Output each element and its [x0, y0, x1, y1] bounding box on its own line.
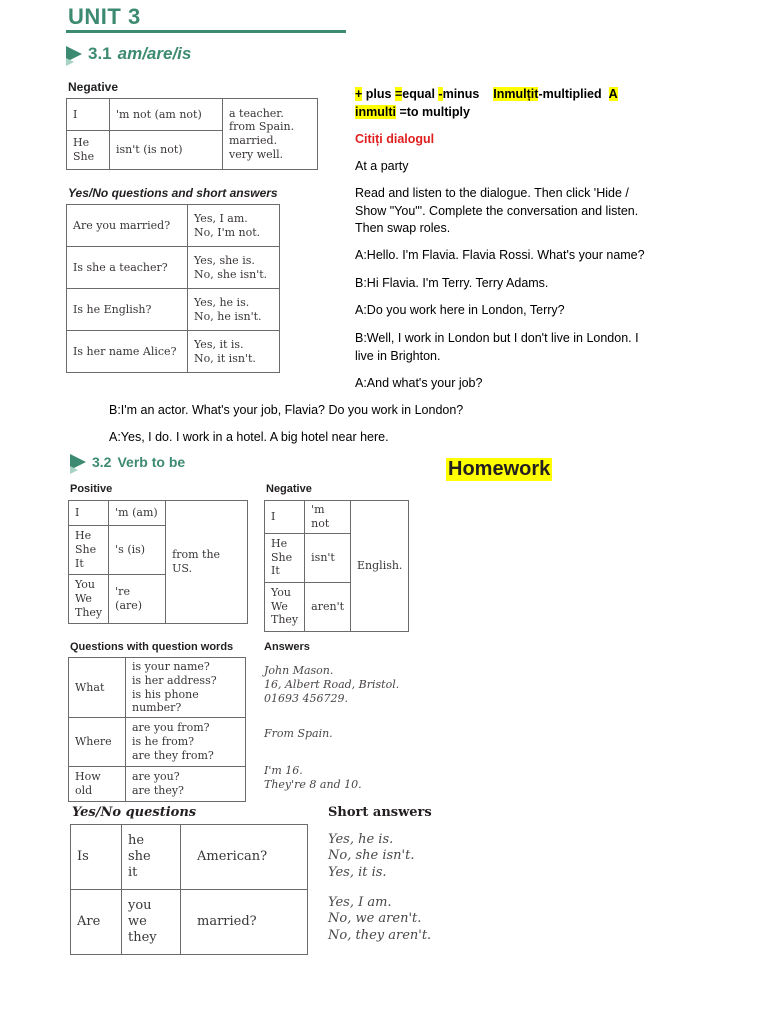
table-cell-verb: 're (are)	[109, 575, 166, 624]
table-cell-subject: He She It	[265, 533, 305, 582]
positive-label: Positive	[70, 483, 113, 495]
homework-heading: Homework	[448, 458, 551, 480]
dialogue-line: B:Hi Flavia. I'm Terry. Terry Adams.	[355, 276, 549, 290]
section-3-2-heading	[70, 454, 185, 470]
section-3-1-heading	[66, 44, 191, 64]
table-cell-verb: 'm (am)	[109, 501, 166, 526]
answer-cell: Yes, she is. No, she isn't.	[188, 247, 280, 289]
short-answer-block: Yes, I am. No, we aren't. No, they aren't.	[328, 895, 432, 943]
question-cell: Is he English?	[67, 289, 188, 331]
table-row	[67, 331, 280, 373]
question-cell: Are you married?	[67, 205, 188, 247]
answer-block: From Spain.	[264, 727, 333, 740]
dialogue-line: A:Do you work here in London, Terry?	[355, 303, 565, 317]
short-answers-label: Short answers	[328, 805, 432, 820]
table-row	[71, 890, 308, 955]
complement-cell: married?	[181, 890, 308, 955]
table-cell-verb: aren't	[305, 582, 351, 631]
answers-label: Answers	[264, 641, 310, 653]
question-cell: are you from? is he from? are they from?	[126, 718, 246, 767]
table-cell-subject: He She It	[69, 526, 109, 575]
unit-title: UNIT 3	[68, 4, 141, 29]
unit-title-rule	[66, 30, 346, 33]
table-cell-subject: I	[67, 99, 110, 131]
answer-block: John Mason. 16, Albert Road, Bristol. 01693 456729.	[264, 664, 400, 705]
table-row	[69, 718, 246, 767]
math-vocabulary-note: + plus =equal -minus Inmulțit-multiplied A inmulti =to multiply	[355, 87, 618, 119]
verb-to-be-positive-table	[68, 500, 248, 624]
answer-cell: Yes, he is. No, he isn't.	[188, 289, 280, 331]
dialogue-line: A:Yes, I do. I work in a hotel. A big hotel near here.	[109, 430, 389, 444]
complement-cell: American?	[181, 825, 308, 890]
question-word-cell: Where	[69, 718, 126, 767]
table-row	[69, 658, 246, 718]
negative-label: Negative	[68, 80, 119, 94]
table-cell-verb: 'm not (am not)	[110, 99, 223, 131]
instructions: Read and listen to the dialogue. Then click 'Hide / Show "You"'. Complete the conversation and listen. Then swap roles.	[355, 186, 639, 235]
table-cell-complements: a teacher. from Spain. married. very well.	[223, 99, 318, 170]
dialogue-line: B:Well, I work in London but I don't live in London. I live in Brighton.	[355, 331, 639, 363]
table-cell-verb: 's (is)	[109, 526, 166, 575]
question-word-cell: What	[69, 658, 126, 718]
yes-no-short-answers-label: Yes/No questions and short answers	[68, 186, 278, 200]
question-cell: are you? are they?	[126, 767, 246, 802]
section-number: 3.1	[88, 44, 112, 63]
section-arrow-icon	[66, 46, 82, 62]
table-cell-subject: You We They	[265, 582, 305, 631]
table-cell-complement: from the US.	[166, 501, 248, 624]
table-row	[67, 247, 280, 289]
question-words-table	[68, 657, 246, 802]
table-cell-complement: English.	[351, 501, 409, 632]
answer-cell: Yes, it is. No, it isn't.	[188, 331, 280, 373]
table-cell-subject: I	[69, 501, 109, 526]
verb-cell: Is	[71, 825, 122, 890]
negative-label: Negative	[266, 483, 312, 495]
question-words-label: Questions with question words	[70, 641, 234, 653]
yes-no-questions-table	[70, 824, 308, 955]
table-cell-verb: isn't	[305, 533, 351, 582]
table-row	[71, 825, 308, 890]
am-are-is-negative-table	[66, 98, 318, 170]
answer-block: I'm 16. They're 8 and 10.	[264, 764, 362, 791]
table-cell-verb: 'm not	[305, 501, 351, 534]
subjects-cell: he she it	[122, 825, 181, 890]
answer-cell: Yes, I am. No, I'm not.	[188, 205, 280, 247]
yes-no-short-answers-table	[66, 204, 280, 373]
dialogue-line: A:Hello. I'm Flavia. Flavia Rossi. What's your name?	[355, 248, 645, 262]
section-title: Verb to be	[117, 454, 186, 470]
table-row	[67, 205, 280, 247]
question-cell: is your name? is her address? is his phone number?	[126, 658, 246, 718]
verb-cell: Are	[71, 890, 122, 955]
table-cell-subject: He She	[67, 131, 110, 170]
table-cell-subject: I	[265, 501, 305, 534]
section-arrow-icon	[70, 454, 86, 470]
table-cell-subject: You We They	[69, 575, 109, 624]
section-title: am/are/is	[117, 44, 192, 63]
table-row	[67, 289, 280, 331]
dialogue-line: A:And what's your job?	[355, 376, 483, 390]
question-cell: Is her name Alice?	[67, 331, 188, 373]
question-cell: Is she a teacher?	[67, 247, 188, 289]
table-row	[69, 767, 246, 802]
question-word-cell: How old	[69, 767, 126, 802]
section-number: 3.2	[92, 454, 112, 470]
subjects-cell: you we they	[122, 890, 181, 955]
short-answer-block: Yes, he is. No, she isn't. Yes, it is.	[328, 832, 415, 880]
dialogue-line: B:I'm an actor. What's your job, Flavia? Do you work in London?	[109, 403, 464, 417]
verb-to-be-negative-table	[264, 500, 409, 632]
party-heading: At a party	[355, 159, 409, 173]
read-dialogue-heading: Citiți dialogul	[355, 132, 435, 146]
table-cell-verb: isn't (is not)	[110, 131, 223, 170]
yes-no-questions-label: Yes/No questions	[72, 805, 197, 820]
